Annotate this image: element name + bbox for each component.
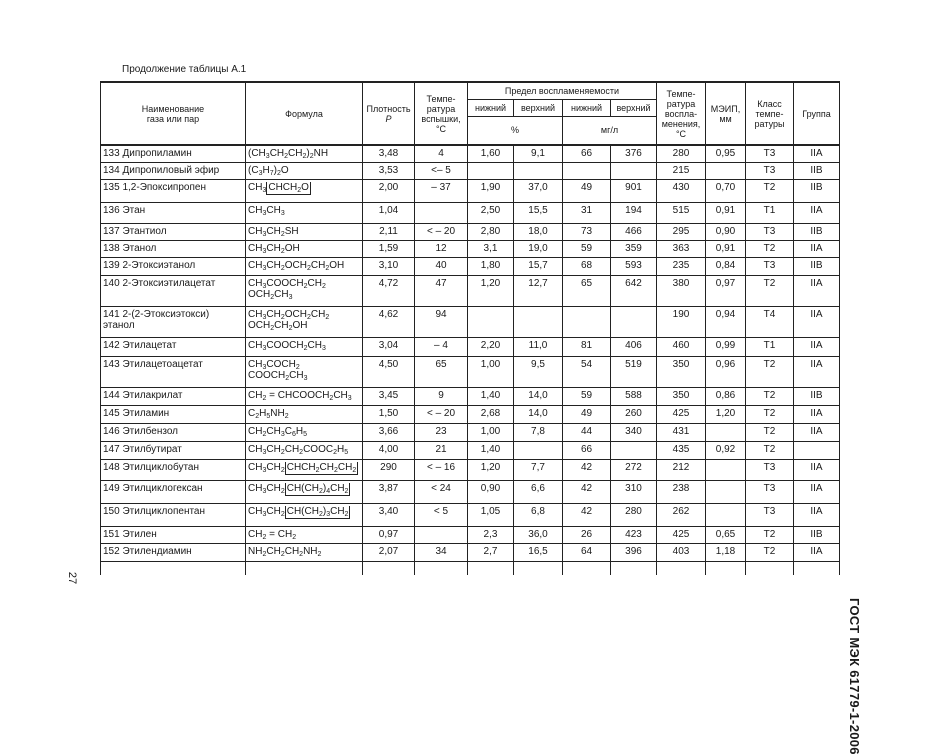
header-temp-class: Класс темпе-ратуры [746, 82, 794, 145]
cell-lower-mgl: 26 [563, 526, 611, 543]
cell-lower-pct: 1,00 [468, 423, 514, 441]
cell-name: 134 Дипропиловый эфир [101, 162, 246, 179]
cell-upper-pct: 6,8 [514, 503, 563, 526]
cell-density: 3,87 [363, 480, 415, 503]
table-row [101, 356, 840, 387]
cell-lower-mgl [563, 306, 611, 337]
cell-name: 151 Этилен [101, 526, 246, 543]
cell-flash [415, 526, 468, 543]
cell-upper-mgl [611, 441, 657, 459]
cell-ign: 363 [657, 240, 706, 257]
cell-lower-pct: 1,05 [468, 503, 514, 526]
cell-upper-pct: 37,0 [514, 179, 563, 202]
cell-density: 3,45 [363, 387, 415, 405]
cell-density: 1,50 [363, 405, 415, 423]
cell-ign: 380 [657, 275, 706, 306]
cell-group [794, 441, 840, 459]
cell-lower-pct: 3,1 [468, 240, 514, 257]
cell-tclass: T2 [746, 441, 794, 459]
cell-flash: – 4 [415, 337, 468, 356]
table-row [101, 162, 840, 179]
cell-ign: 425 [657, 405, 706, 423]
cell-flash: <– 5 [415, 162, 468, 179]
cell-ign: 238 [657, 480, 706, 503]
header-name: Наименование газа или пар [101, 82, 246, 145]
cell-ign: 280 [657, 145, 706, 162]
cell-flash: 65 [415, 356, 468, 387]
cell-density: 3,53 [363, 162, 415, 179]
cell-lower-pct: 2,7 [468, 543, 514, 561]
cell-ign: 235 [657, 257, 706, 275]
table-row [101, 202, 840, 223]
cell-ign: 431 [657, 423, 706, 441]
cell-group: IIA [794, 480, 840, 503]
cell-ign: 435 [657, 441, 706, 459]
cell-group: IIA [794, 337, 840, 356]
cell-ign: 425 [657, 526, 706, 543]
cell-upper-pct: 7,7 [514, 459, 563, 480]
cell-name: 142 Этилацетат [101, 337, 246, 356]
table-row [101, 306, 840, 337]
cell-ign: 350 [657, 356, 706, 387]
cell-upper-mgl: 588 [611, 387, 657, 405]
cell-tclass: T2 [746, 240, 794, 257]
cell-flash: 34 [415, 543, 468, 561]
cell-lower-pct: 1,60 [468, 145, 514, 162]
cell-meip [706, 503, 746, 526]
cell-group: IIA [794, 356, 840, 387]
cell-name: 150 Этилциклопентан [101, 503, 246, 526]
cell-group: IIB [794, 179, 840, 202]
cell-lower-mgl: 59 [563, 387, 611, 405]
cell-density: 1,04 [363, 202, 415, 223]
cell-lower-pct: 1,20 [468, 459, 514, 480]
cell-lower-mgl: 73 [563, 223, 611, 240]
cell-upper-pct: 15,5 [514, 202, 563, 223]
cell-tclass: T3 [746, 162, 794, 179]
cell-upper-pct: 15,7 [514, 257, 563, 275]
cell-tclass: T2 [746, 275, 794, 306]
cell-tclass: T4 [746, 306, 794, 337]
cell-name: 149 Этилциклогексан [101, 480, 246, 503]
cell-meip: 0,97 [706, 275, 746, 306]
cell-flash [415, 202, 468, 223]
cell-flash: < – 20 [415, 405, 468, 423]
cell-name: 133 Дипропиламин [101, 145, 246, 162]
cell-formula: $CH_3$ $CHCH_2O$ [246, 179, 363, 202]
cell-name: 144 Этилакрилат [101, 387, 246, 405]
cell-lower-mgl: 65 [563, 275, 611, 306]
cell-lower-mgl: 31 [563, 202, 611, 223]
cell-flash: 21 [415, 441, 468, 459]
cell-upper-mgl: 194 [611, 202, 657, 223]
cell-group: IIB [794, 223, 840, 240]
cell-flash: 12 [415, 240, 468, 257]
header-upper-pct: верхний [514, 99, 563, 116]
cell-density: 1,59 [363, 240, 415, 257]
cell-lower-mgl: 68 [563, 257, 611, 275]
cell-meip: 0,65 [706, 526, 746, 543]
table-row [101, 179, 840, 202]
cell-density: 290 [363, 459, 415, 480]
cell-group: IIA [794, 459, 840, 480]
cell-lower-pct: 1,40 [468, 387, 514, 405]
header-formula: Формула [246, 82, 363, 145]
cell-empty [611, 561, 657, 575]
cell-upper-pct [514, 306, 563, 337]
cell-lower-pct: 1,90 [468, 179, 514, 202]
cell-density: 3,48 [363, 145, 415, 162]
cell-name: 147 Этилбутират [101, 441, 246, 459]
cell-upper-pct: 12,7 [514, 275, 563, 306]
cell-upper-pct [514, 441, 563, 459]
cell-name: 140 2-Этоксиэтилацетат [101, 275, 246, 306]
cell-upper-pct [514, 162, 563, 179]
cell-formula: $CH_3CH_2OCH_2CH_2OH$ [246, 257, 363, 275]
cell-group: IIB [794, 387, 840, 405]
cell-lower-pct: 1,00 [468, 356, 514, 387]
cell-formula: $NH_2CH_2CH_2NH_2$ [246, 543, 363, 561]
cell-lower-pct [468, 306, 514, 337]
cell-upper-mgl: 593 [611, 257, 657, 275]
table-row [101, 543, 840, 561]
header-percent-unit: % [468, 116, 563, 145]
cell-tclass: T2 [746, 179, 794, 202]
cell-meip: 0,94 [706, 306, 746, 337]
cell-upper-pct: 9,1 [514, 145, 563, 162]
cell-ign: 403 [657, 543, 706, 561]
cell-formula: $CH_2$ = $CHCOOCH_2CH_3$ [246, 387, 363, 405]
cell-lower-mgl: 59 [563, 240, 611, 257]
cell-formula: $CH_3CH_2OH$ [246, 240, 363, 257]
cell-group: IIA [794, 423, 840, 441]
cell-formula: $CH_3CH_2$ $CH(CH_2)_3CH_2$ [246, 503, 363, 526]
table-row [101, 240, 840, 257]
cell-lower-mgl: 42 [563, 459, 611, 480]
header-ignition-temp: Темпе-ратура воспла-менения, °С [657, 82, 706, 145]
cell-ign: 430 [657, 179, 706, 202]
cell-flash: 47 [415, 275, 468, 306]
cell-flash: 40 [415, 257, 468, 275]
table-row [101, 405, 840, 423]
cell-lower-mgl: 54 [563, 356, 611, 387]
cell-group: IIA [794, 306, 840, 337]
cell-tclass: T1 [746, 337, 794, 356]
cell-upper-pct: 9,5 [514, 356, 563, 387]
cell-lower-mgl: 64 [563, 543, 611, 561]
cell-upper-pct: 7,8 [514, 423, 563, 441]
page-number: 27 [66, 571, 79, 585]
cell-lower-mgl [563, 162, 611, 179]
header-flash-temp: Темпе-ратура вспышки, °С [415, 82, 468, 145]
table-row [101, 387, 840, 405]
cell-tclass: T3 [746, 223, 794, 240]
cell-meip: 0,70 [706, 179, 746, 202]
cell-name: 148 Этилциклобутан [101, 459, 246, 480]
cell-lower-pct: 2,68 [468, 405, 514, 423]
table-row [101, 145, 840, 162]
cell-empty [514, 561, 563, 575]
cell-upper-pct: 14,0 [514, 405, 563, 423]
cell-flash: 23 [415, 423, 468, 441]
cell-flash: < – 16 [415, 459, 468, 480]
cell-meip [706, 459, 746, 480]
table-row [101, 480, 840, 503]
cell-tclass: T3 [746, 503, 794, 526]
cell-upper-mgl: 272 [611, 459, 657, 480]
header-limits: Предел воспламеняемости [468, 82, 657, 99]
cell-flash: < – 20 [415, 223, 468, 240]
standard-code: ГОСТ МЭК 61779-1-2006 [847, 598, 862, 755]
cell-lower-mgl: 81 [563, 337, 611, 356]
cell-group: IIB [794, 257, 840, 275]
cell-flash: 9 [415, 387, 468, 405]
cell-tclass: T3 [746, 480, 794, 503]
cell-lower-mgl: 66 [563, 145, 611, 162]
cell-meip: 0,99 [706, 337, 746, 356]
cell-upper-mgl: 642 [611, 275, 657, 306]
cell-meip: 0,86 [706, 387, 746, 405]
cell-density: 4,00 [363, 441, 415, 459]
cell-meip: 0,91 [706, 240, 746, 257]
cell-upper-mgl: 901 [611, 179, 657, 202]
cell-ign: 215 [657, 162, 706, 179]
cell-upper-mgl: 260 [611, 405, 657, 423]
cell-lower-mgl: 66 [563, 441, 611, 459]
cell-meip: 1,20 [706, 405, 746, 423]
table-row [101, 223, 840, 240]
cell-flash: 94 [415, 306, 468, 337]
cell-group: IIA [794, 503, 840, 526]
cell-lower-pct: 2,80 [468, 223, 514, 240]
cell-upper-mgl: 310 [611, 480, 657, 503]
cell-formula: $CH_3COOCH_2CH_3$ [246, 337, 363, 356]
cell-formula: $CH_2CH_3C_6H_5$ [246, 423, 363, 441]
cell-density: 2,00 [363, 179, 415, 202]
cell-group: IIA [794, 275, 840, 306]
table-row [101, 257, 840, 275]
cell-group: IIA [794, 240, 840, 257]
cell-lower-pct: 0,90 [468, 480, 514, 503]
cell-lower-mgl: 42 [563, 480, 611, 503]
cell-empty [468, 561, 514, 575]
header-lower-pct: нижний [468, 99, 514, 116]
cell-flash: < 5 [415, 503, 468, 526]
table-row [101, 503, 840, 526]
cell-formula: $CH_2 = CH_2$ [246, 526, 363, 543]
cell-ign: 190 [657, 306, 706, 337]
cell-upper-mgl [611, 162, 657, 179]
cell-density: 4,72 [363, 275, 415, 306]
cell-upper-mgl: 406 [611, 337, 657, 356]
cell-lower-pct: 1,20 [468, 275, 514, 306]
header-density-symbol: P [385, 113, 392, 124]
table-header [101, 82, 840, 145]
cell-upper-mgl: 466 [611, 223, 657, 240]
cell-flash: < 24 [415, 480, 468, 503]
cell-name: 136 Этан [101, 202, 246, 223]
cell-upper-pct: 11,0 [514, 337, 563, 356]
cell-upper-mgl: 359 [611, 240, 657, 257]
cell-density: 2,11 [363, 223, 415, 240]
table-row [101, 337, 840, 356]
cell-group: IIA [794, 543, 840, 561]
header-density [363, 82, 415, 145]
cell-formula: $CH_3CH_3$ [246, 202, 363, 223]
cell-upper-pct: 16,5 [514, 543, 563, 561]
cell-density: 0,97 [363, 526, 415, 543]
cell-empty [657, 561, 706, 575]
cell-lower-pct: 1,80 [468, 257, 514, 275]
cell-density: 3,04 [363, 337, 415, 356]
cell-tclass: T1 [746, 202, 794, 223]
cell-meip: 1,18 [706, 543, 746, 561]
cell-formula: $(C_3H_7)_2O$ [246, 162, 363, 179]
cell-formula: $CH_3CH_2CH_2COOC_2H_5$ [246, 441, 363, 459]
cell-upper-pct: 14,0 [514, 387, 563, 405]
table-row [101, 423, 840, 441]
cell-lower-pct: 2,50 [468, 202, 514, 223]
cell-upper-mgl: 519 [611, 356, 657, 387]
cell-empty [363, 561, 415, 575]
header-density-label: Плотность [366, 103, 411, 114]
cell-upper-mgl: 423 [611, 526, 657, 543]
cell-name: 135 1,2-Эпоксипропен [101, 179, 246, 202]
cell-meip: 0,91 [706, 202, 746, 223]
flammability-table [100, 81, 840, 575]
cell-upper-mgl [611, 306, 657, 337]
cell-lower-pct: 2,3 [468, 526, 514, 543]
cell-meip: 0,92 [706, 441, 746, 459]
cell-meip: 0,90 [706, 223, 746, 240]
cell-upper-mgl: 396 [611, 543, 657, 561]
cell-ign: 262 [657, 503, 706, 526]
cell-empty [746, 561, 794, 575]
cell-formula: $(CH_3CH_2CH_2)_2NH$ [246, 145, 363, 162]
cell-group: IIA [794, 145, 840, 162]
cell-formula: $C_2H_5NH_2$ [246, 405, 363, 423]
table-row-empty [101, 561, 840, 575]
cell-lower-pct: 2,20 [468, 337, 514, 356]
cell-meip [706, 423, 746, 441]
cell-formula: $CH_3CH_2$ $CHCH_2CH_2CH_2$ [246, 459, 363, 480]
cell-formula: $CH_3COOCH_2CH_2$ $OCH_2CH_3$ [246, 275, 363, 306]
cell-ign: 460 [657, 337, 706, 356]
cell-upper-pct: 19,0 [514, 240, 563, 257]
cell-upper-pct: 6,6 [514, 480, 563, 503]
cell-density: 3,66 [363, 423, 415, 441]
cell-meip: 0,95 [706, 145, 746, 162]
cell-empty [415, 561, 468, 575]
cell-lower-pct: 1,40 [468, 441, 514, 459]
cell-density: 3,40 [363, 503, 415, 526]
cell-upper-pct: 18,0 [514, 223, 563, 240]
cell-ign: 212 [657, 459, 706, 480]
header-lower-mgl: нижний [563, 99, 611, 116]
cell-name: 152 Этилендиамин [101, 543, 246, 561]
cell-density: 4,62 [363, 306, 415, 337]
header-group: Группа [794, 82, 840, 145]
cell-name: 137 Этантиол [101, 223, 246, 240]
cell-flash: 4 [415, 145, 468, 162]
cell-meip [706, 162, 746, 179]
cell-group: IIA [794, 202, 840, 223]
cell-empty [563, 561, 611, 575]
cell-upper-mgl: 376 [611, 145, 657, 162]
cell-lower-mgl: 42 [563, 503, 611, 526]
cell-group: IIA [794, 405, 840, 423]
cell-ign: 350 [657, 387, 706, 405]
cell-density: 3,10 [363, 257, 415, 275]
cell-flash: – 37 [415, 179, 468, 202]
cell-name: 146 Этилбензол [101, 423, 246, 441]
cell-empty [246, 561, 363, 575]
cell-upper-mgl: 280 [611, 503, 657, 526]
header-mgl-unit: мг/л [563, 116, 657, 145]
table-row [101, 526, 840, 543]
cell-formula: $CH_3CH_2OCH_2CH_2$ $OCH_2CH_2OH$ [246, 306, 363, 337]
cell-density: 2,07 [363, 543, 415, 561]
table-row [101, 275, 840, 306]
cell-ign: 295 [657, 223, 706, 240]
cell-tclass: T2 [746, 423, 794, 441]
cell-group: IIB [794, 162, 840, 179]
cell-empty [794, 561, 840, 575]
table-row [101, 459, 840, 480]
cell-formula: $CH_3CH_2SH$ [246, 223, 363, 240]
table-caption: Продолжение таблицы А.1 [122, 64, 247, 75]
cell-name: 145 Этиламин [101, 405, 246, 423]
cell-name: 143 Этилацетоацетат [101, 356, 246, 387]
cell-meip: 0,84 [706, 257, 746, 275]
cell-meip: 0,96 [706, 356, 746, 387]
header-meip: МЭИП, мм [706, 82, 746, 145]
cell-lower-pct [468, 162, 514, 179]
cell-empty [706, 561, 746, 575]
cell-tclass: T2 [746, 405, 794, 423]
cell-tclass: T3 [746, 459, 794, 480]
cell-meip [706, 480, 746, 503]
cell-empty [101, 561, 246, 575]
cell-name: 141 2-(2-Этоксиэтокси) этанол [101, 306, 246, 337]
cell-tclass: T2 [746, 387, 794, 405]
cell-tclass: T3 [746, 257, 794, 275]
cell-lower-mgl: 49 [563, 405, 611, 423]
cell-tclass: T2 [746, 526, 794, 543]
table-body [101, 145, 840, 575]
cell-lower-mgl: 44 [563, 423, 611, 441]
cell-tclass: T2 [746, 356, 794, 387]
cell-tclass: T2 [746, 543, 794, 561]
cell-ign: 515 [657, 202, 706, 223]
cell-density: 4,50 [363, 356, 415, 387]
cell-upper-pct: 36,0 [514, 526, 563, 543]
cell-tclass: T3 [746, 145, 794, 162]
cell-name: 138 Этанол [101, 240, 246, 257]
cell-upper-mgl: 340 [611, 423, 657, 441]
cell-formula: $CH_3COCH_2$ $COOCH_2CH_3$ [246, 356, 363, 387]
cell-group: IIB [794, 526, 840, 543]
table-row [101, 441, 840, 459]
cell-name: 139 2-Этоксиэтанол [101, 257, 246, 275]
header-upper-mgl: верхний [611, 99, 657, 116]
cell-formula: $CH_3CH_2$ $CH(CH_2)_4CH_2$ [246, 480, 363, 503]
cell-lower-mgl: 49 [563, 179, 611, 202]
